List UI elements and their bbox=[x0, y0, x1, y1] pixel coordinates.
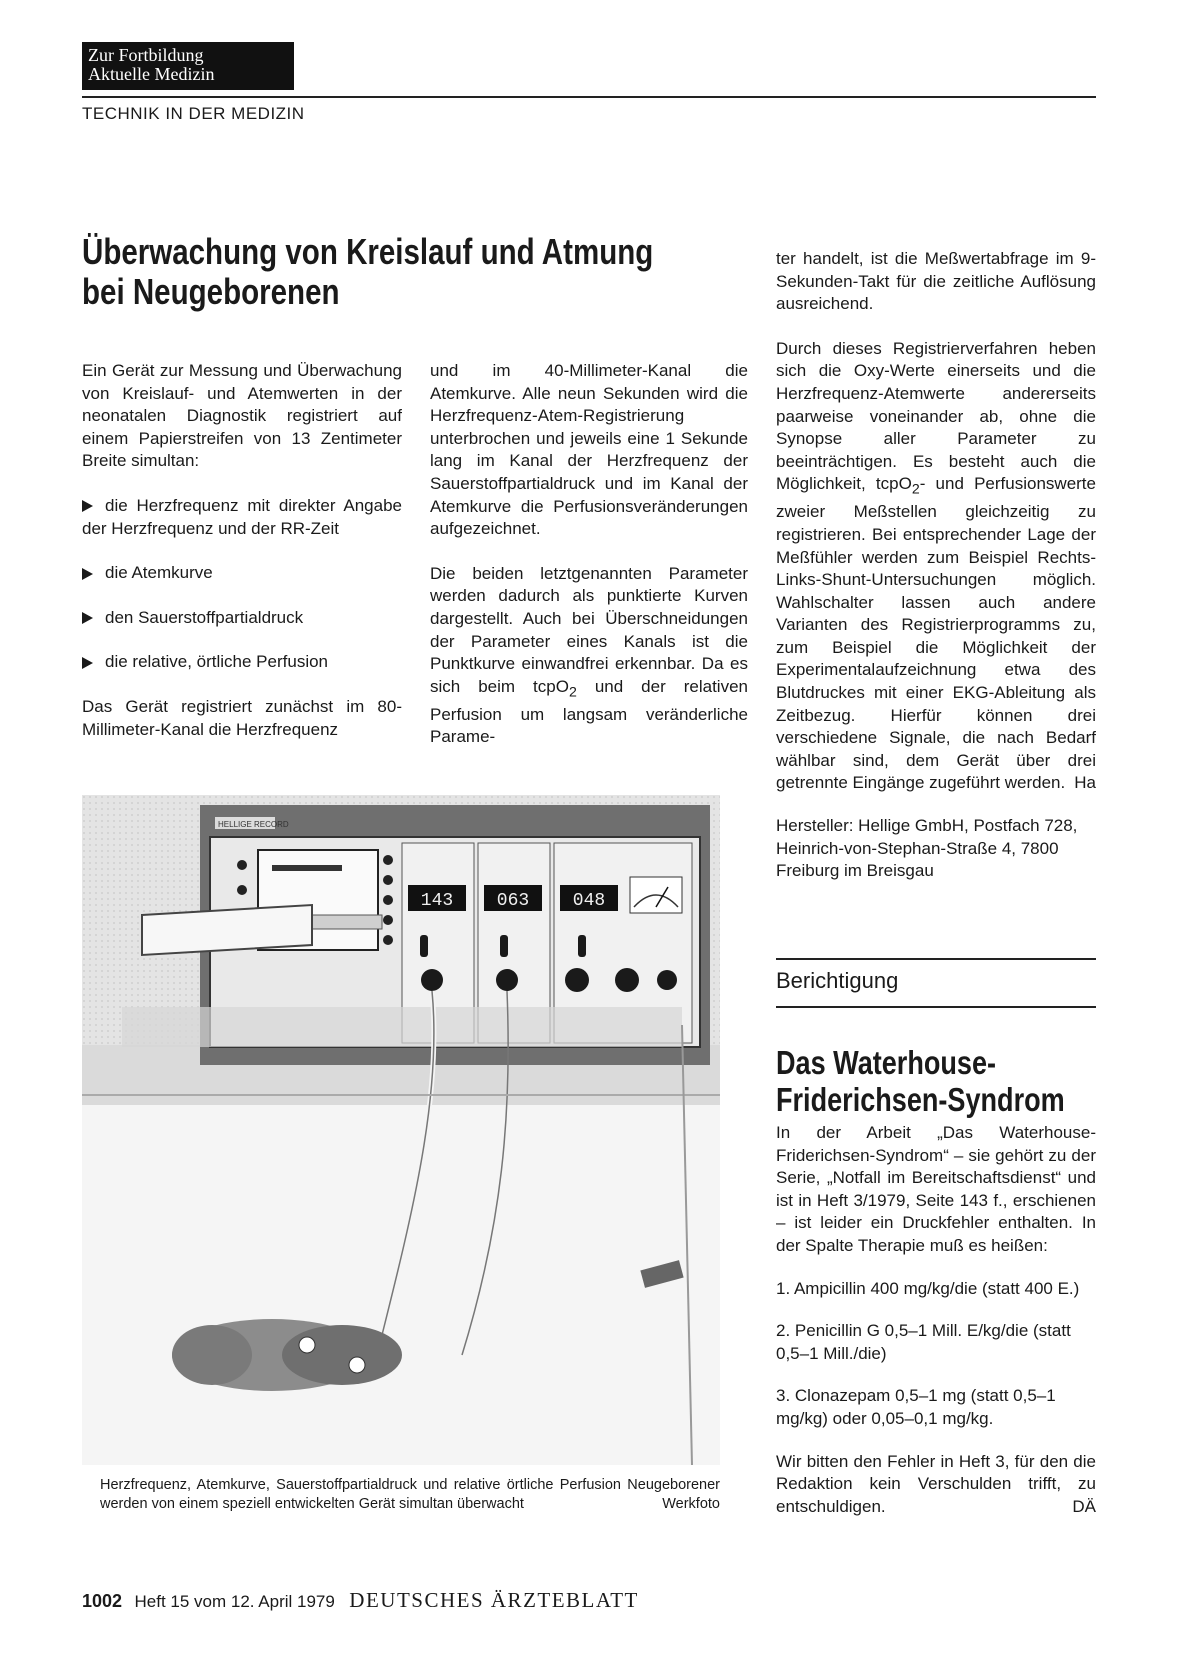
article-column-3 bbox=[776, 248, 1096, 905]
page-footer bbox=[82, 1588, 639, 1613]
display-oxygen: 048 bbox=[572, 891, 606, 911]
correction-item: 2. Penicillin G 0,5–1 Mill. E/kg/die (statt 0,5–1 Mill./die) bbox=[776, 1321, 1071, 1363]
correction-item: 3. Clonazepam 0,5–1 mg (statt 0,5–1 mg/kg) oder 0,05–0,1 mg/kg. bbox=[776, 1386, 1056, 1428]
bullet-item: die Herzfrequenz mit direkter Angabe der Herzfrequenz und der RR-Zeit bbox=[82, 495, 402, 538]
correction-title-line1: Das Waterhouse- bbox=[776, 1044, 997, 1081]
series-tag-line2: Aktuelle Medizin bbox=[88, 64, 215, 84]
correction-top-rule bbox=[776, 958, 1096, 960]
correction-heading: Berichtigung bbox=[776, 968, 899, 993]
series-tag-line1: Zur Fortbildung bbox=[88, 45, 204, 65]
correction-bottom-rule bbox=[776, 1006, 1096, 1008]
author-sign: Ha bbox=[1074, 773, 1096, 793]
article-headline bbox=[82, 231, 654, 312]
series-tag bbox=[82, 42, 294, 90]
intro-paragraph: Ein Gerät zur Messung und Überwachung von Kreislauf- und Atemwerten in der neonatalen Diagnostik registriert auf einem Papierstreifen von 13 Zentimeter Breite simultan: bbox=[82, 361, 402, 471]
page-number: 1002 bbox=[82, 1591, 123, 1611]
arrow-icon bbox=[82, 612, 93, 624]
article-column-1 bbox=[82, 360, 402, 763]
bullet-item: den Sauerstoffpartialdruck bbox=[82, 607, 402, 630]
section-title: TECHNIK IN DER MEDIZIN bbox=[82, 104, 305, 123]
bullet-item: die Atemkurve bbox=[82, 562, 402, 585]
outro-paragraph: Das Gerät registriert zunächst im 80-Millimeter-Kanal die Herzfrequenz bbox=[82, 696, 402, 739]
article-column-2 bbox=[430, 360, 748, 771]
correction-closing: Wir bitten den Fehler in Heft 3, für den die Redaktion kein Verschulden trifft, zu entschuldigen. DÄ bbox=[776, 1451, 1096, 1519]
correction-item: 1. Ampicillin 400 mg/kg/die (statt 400 E.) bbox=[776, 1278, 1080, 1298]
journal-name: DEUTSCHES ÄRZTEBLATT bbox=[349, 1588, 639, 1612]
correction-intro: In der Arbeit „Das Waterhouse-Friderichsen-Syndrom“ – sie gehört zu der Serie, „Notfall im Bereitschaftsdienst“ und ist in Heft 3/1979, Seite 143 f., erschienen – ist leider ein Druckfehler enthalten. In der Spalte Therapie muß es heißen: bbox=[776, 1123, 1096, 1255]
issue-info: Heft 15 vom 12. April 1979 bbox=[134, 1592, 335, 1611]
svg-text:HELLIGE RECORD: HELLIGE RECORD bbox=[218, 820, 289, 829]
correction-sign: DÄ bbox=[1072, 1496, 1096, 1516]
photo-caption: Herzfrequenz, Atemkurve, Sauerstoffpartialdruck und relative örtliche Perfusion Neugeborener werden von einem speziell entwickelten Gerät simultan überwacht Werkfoto bbox=[100, 1477, 720, 1512]
headline-line1: Überwachung von Kreislauf und Atmung bbox=[82, 231, 654, 272]
col2-paragraph-1: und im 40-Millimeter-Kanal die Atemkurve. Alle neun Sekunden wird die Herzfrequenz-Atem-Registrierung unterbrochen und jeweils eine 1 Sekunde lang im Kanal der Herzfrequenz der Sauerstoffpartialdruck und im Kanal der Atemkurve die Perfusionsveränderungen aufgezeichnet. bbox=[430, 361, 748, 539]
bullet-item: die relative, örtliche Perfusion bbox=[82, 651, 402, 674]
correction-body bbox=[776, 1122, 1096, 1540]
display-heart-rate: 143 bbox=[420, 891, 454, 911]
col3-paragraph-1: ter handelt, ist die Meßwertabfrage im 9-Sekunden-Takt für die zeitliche Auflösung ausreichend. bbox=[776, 249, 1096, 314]
arrow-icon bbox=[82, 657, 93, 669]
arrow-icon bbox=[82, 500, 93, 512]
header-rule bbox=[82, 96, 1096, 98]
correction-title-line2: Friderichsen-Syndrom bbox=[776, 1081, 1065, 1118]
col3-paragraph-2: Durch dieses Registrierverfahren heben sich die Oxy-Werte einerseits und die Herzfrequenz-Atemwerte andererseits paarweise voneinander ab, ohne die Synopse aller Parameter zu beeinträchtigen. Es besteht auch die Möglichkeit, tcpO$_2$- und Perfusionswerte zweier Meßstellen gleichzeitig zu registrieren. Bei entsprechender Lage der Meßfühler werden zum Beispiel Rechts-Links-Shunt-Untersuchungen möglich. Wahlschalter lassen auch andere Varianten des Registrierprogramms zu, zum Beispiel die Möglichkeit der Experimentalaufzeichnung etwa des Blutdruckes mit einer EKG-Ableitung als Zeitbezug. Hierfür können drei verschiedene Signale, die nach Bedarf wählbar sind, dem Gerät über drei getrennte Eingänge zugeführt werden. Ha bbox=[776, 338, 1096, 795]
photo-credit: Werkfoto bbox=[662, 1496, 720, 1512]
monitoring-device-photo bbox=[82, 795, 720, 1465]
display-respiration: 063 bbox=[496, 891, 530, 911]
article-photo bbox=[82, 795, 720, 1465]
manufacturer-info: Hersteller: Hellige GmbH, Postfach 728, Heinrich-von-Stephan-Straße 4, 7800 Freiburg im Breisgau bbox=[776, 816, 1078, 881]
col2-paragraph-2: Die beiden letztgenannten Parameter werden dadurch als punktierte Kurven dargestellt. Auch bei Überschneidungen der Parameter eines Kanals ist die Punktkurve einwandfrei erkennbar. Da es sich beim tcpO$_2$ und der relativen Perfusion um langsam veränderliche Parame- bbox=[430, 563, 748, 747]
arrow-icon bbox=[82, 568, 93, 580]
headline-line2: bei Neugeborenen bbox=[82, 271, 340, 312]
correction-title bbox=[776, 1044, 1096, 1118]
